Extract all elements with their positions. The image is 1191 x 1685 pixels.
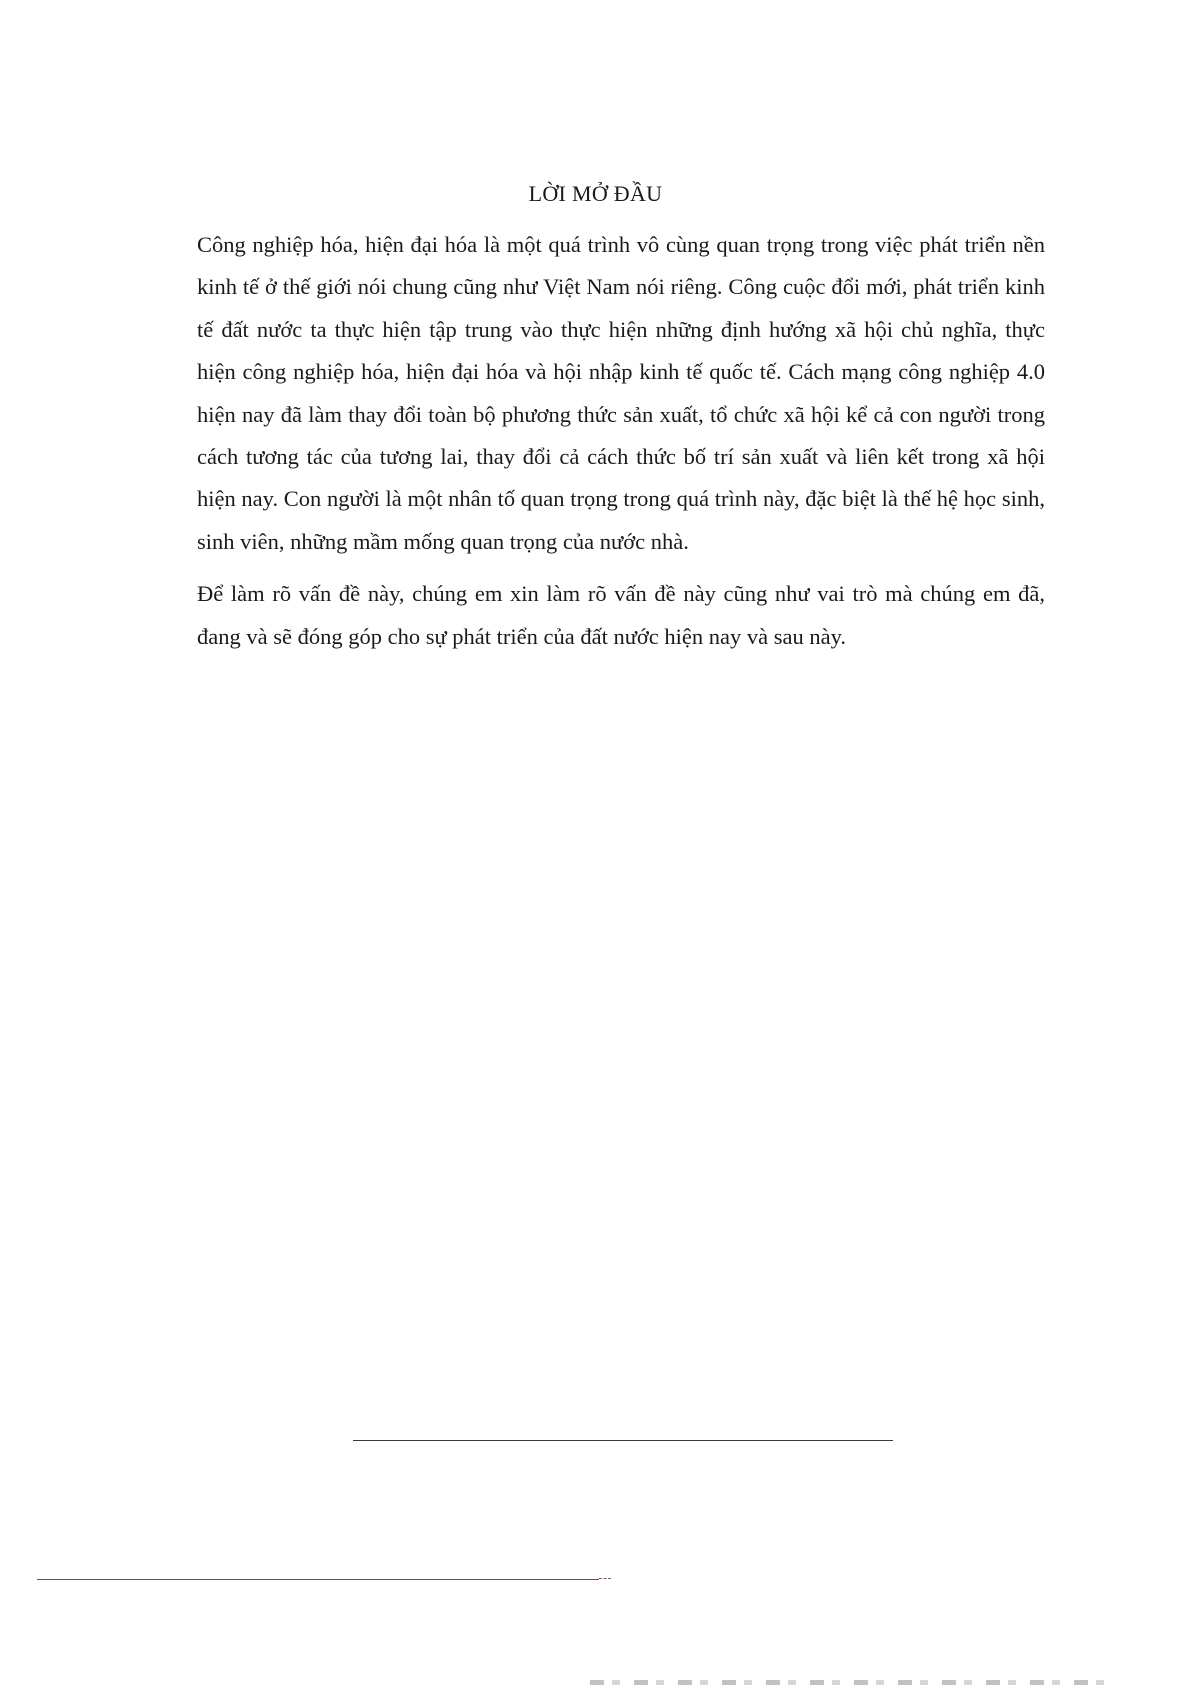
page-title: LỜI MỞ ĐẦU <box>528 181 663 206</box>
paragraph-1: Công nghiệp hóa, hiện đại hóa là một quá trình vô cùng quan trọng trong việc phát triển nền kinh tế ở thế giới nói chung cũng như Việt Nam nói riêng. Công cuộc đổi mới, phát triển kinh tế đất nước ta thực hiện tập trung vào thực hiện những định hướng xã hội chủ nghĩa, thực hiện công nghiệp hóa, hiện đại hóa và hội nhập kinh tế quốc tế. Cách mạng công nghiệp 4.0 hiện nay đã làm thay đổi toàn bộ phương thức sản xuất, tổ chức xã hội kể cả con người trong cách tương tác của tương lai, thay đổi cả cách thức bố trí sản xuất và liên kết trong xã hội hiện nay. Con người là một nhân tố quan trọng trong quá trình này, đặc biệt là thế hệ học sinh, sinh viên, những mầm mống quan trọng của nước nhà. <box>197 232 1045 554</box>
horizontal-divider <box>353 1440 893 1441</box>
document-body <box>197 224 1045 658</box>
footnote-separator <box>37 1579 599 1580</box>
scan-edge-artifact <box>590 1680 1110 1685</box>
separator-tail-mark <box>599 1578 611 1579</box>
paragraph-2: Để làm rõ vấn đề này, chúng em xin làm rõ vấn đề này cũng như vai trò mà chúng em đã, đang và sẽ đóng góp cho sự phát triển của đất nước hiện nay và sau này. <box>197 581 1045 649</box>
